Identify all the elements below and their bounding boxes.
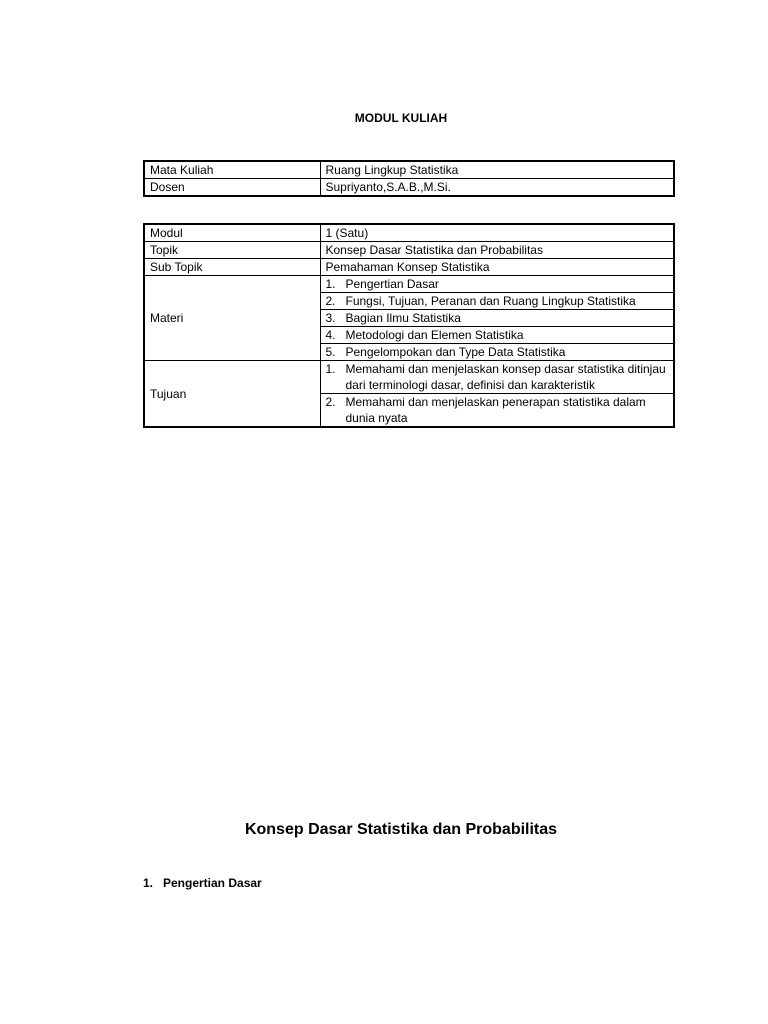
table-row <box>144 224 674 242</box>
materi-item <box>320 310 674 327</box>
item-number: 4. <box>325 328 336 342</box>
cell-label: Topik <box>144 242 320 259</box>
cell-value: Konsep Dasar Statistika dan Probabilitas <box>320 242 674 259</box>
cell-value: Ruang Lingkup Statistika <box>320 161 674 179</box>
item-text: Metodologi dan Elemen Statistika <box>345 328 524 342</box>
materi-item <box>320 293 674 310</box>
cell-value: 1 (Satu) <box>320 224 674 242</box>
cell-value: Supriyanto,S.A.B.,M.Si. <box>320 179 674 197</box>
item-number: 3. <box>325 311 336 325</box>
table-row <box>144 179 674 197</box>
materi-item <box>320 327 674 344</box>
item-text: Fungsi, Tujuan, Peranan dan Ruang Lingkup Statistika <box>345 294 636 308</box>
item-text: Pengelompokan dan Type Data Statistika <box>345 345 566 359</box>
tujuan-item <box>320 361 674 394</box>
item-number: 2. <box>325 395 336 409</box>
materi-item <box>320 344 674 361</box>
materi-label: Materi <box>144 276 320 361</box>
tujuan-item <box>320 394 674 428</box>
subsection-heading <box>143 876 262 890</box>
materi-item <box>320 276 674 293</box>
item-text: Memahami dan menjelaskan penerapan statistika dalam dunia nyata <box>345 395 646 425</box>
item-text: Memahami dan menjelaskan konsep dasar statistika ditinjau dari terminologi dasar, definisi dan karakteristik <box>345 362 666 392</box>
subheading-number: 1. <box>143 876 154 890</box>
item-number: 5. <box>325 345 336 359</box>
tujuan-label: Tujuan <box>144 361 320 428</box>
subheading-text: Pengertian Dasar <box>163 876 262 890</box>
table-row <box>144 259 674 276</box>
item-number: 2. <box>325 294 336 308</box>
item-number: 1. <box>325 277 336 291</box>
module-info-table <box>143 223 675 428</box>
cell-label: Sub Topik <box>144 259 320 276</box>
cell-label: Mata Kuliah <box>144 161 320 179</box>
course-info-table <box>143 160 675 197</box>
document-title: MODUL KULIAH <box>354 111 448 125</box>
item-text: Bagian Ilmu Statistika <box>345 311 461 325</box>
item-number: 1. <box>325 362 336 376</box>
table-row <box>144 361 674 394</box>
cell-label: Modul <box>144 224 320 242</box>
section-heading: Konsep Dasar Statistika dan Probabilitas <box>244 821 558 838</box>
table-row <box>144 242 674 259</box>
cell-value: Pemahaman Konsep Statistika <box>320 259 674 276</box>
table-row <box>144 161 674 179</box>
table-row <box>144 276 674 293</box>
cell-label: Dosen <box>144 179 320 197</box>
item-text: Pengertian Dasar <box>345 277 439 291</box>
